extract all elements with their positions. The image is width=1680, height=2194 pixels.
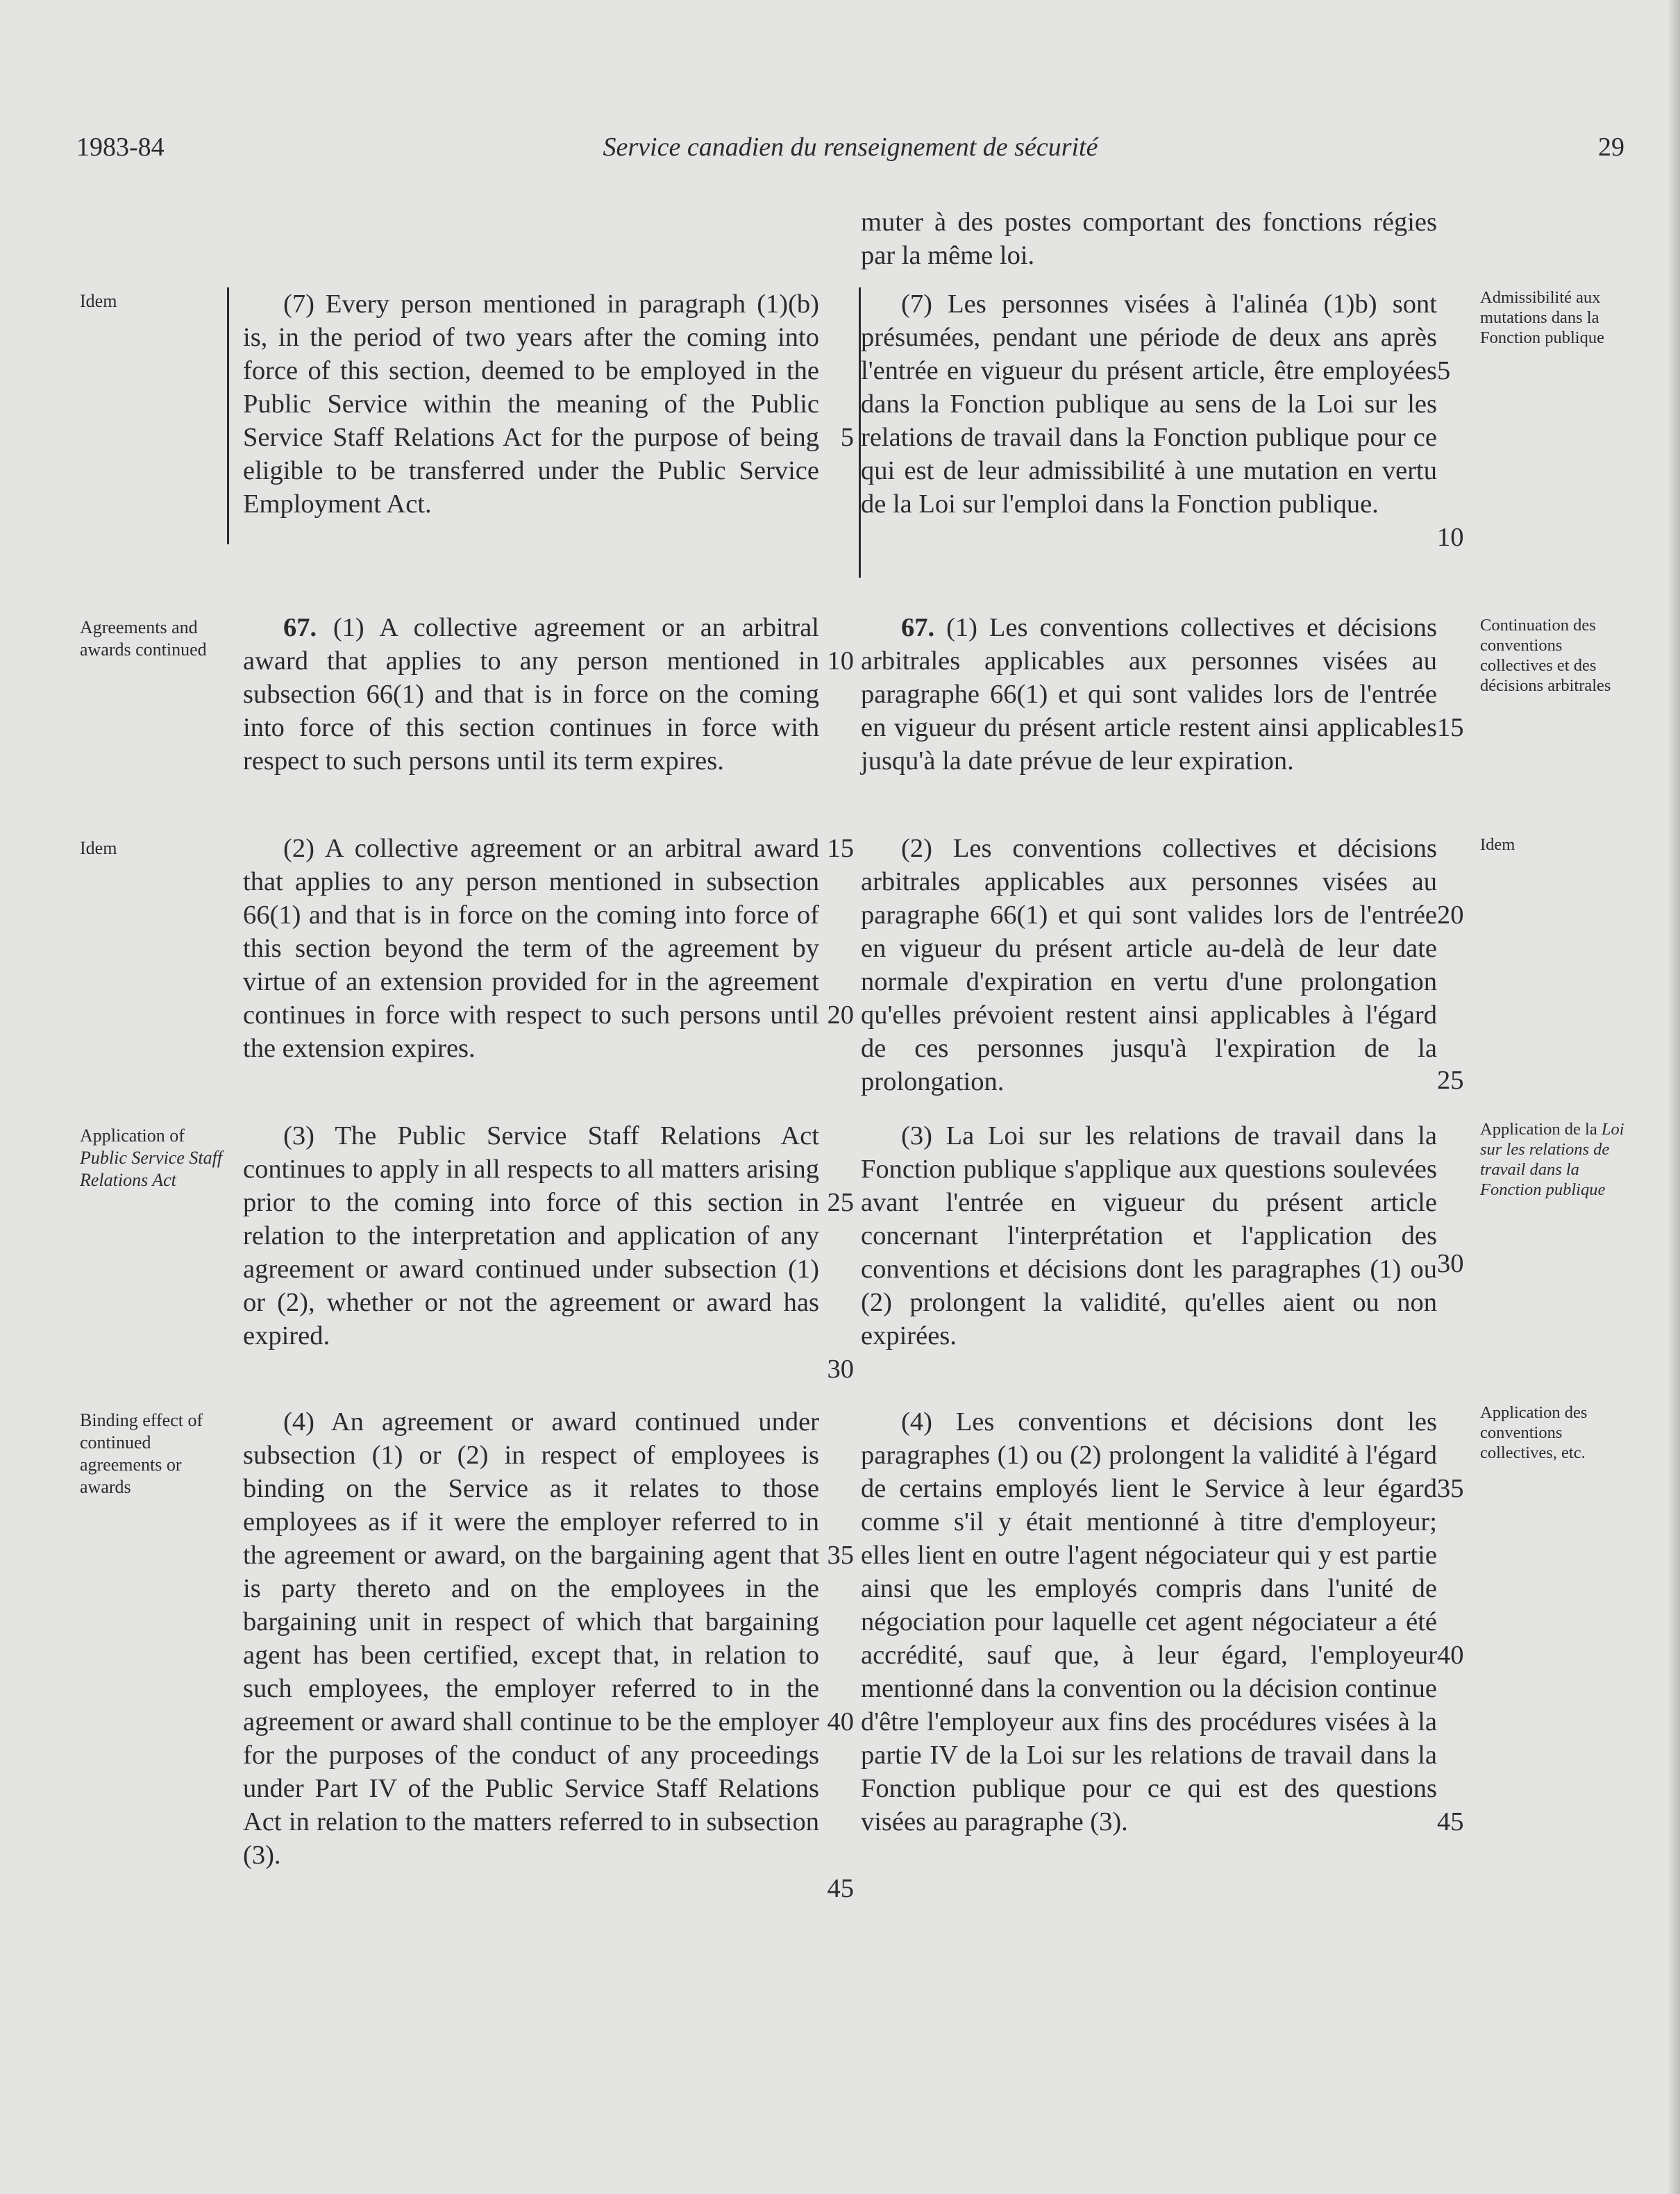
line-number: 20: [1437, 901, 1464, 930]
en-subsection-67-3: (3) The Public Service Staff Relations Act continues to apply in all respects to all matters arising prior to the coming into force of this section in relation to the interpretation and application of any agreement or award continued under subsection (1) or (2), whether or not the agreement or award has expired.: [243, 1121, 819, 1350]
fr-intro: muter à des postes comportant des fonctions régies par la même loi.: [861, 208, 1437, 270]
line-number: 20: [827, 1000, 854, 1030]
line-number: 5: [1437, 356, 1451, 385]
page-number: 29: [1598, 133, 1624, 162]
line-number: 10: [827, 646, 854, 676]
fr-marginal-note: Application de la Loi sur les relations de travail dans la Fonction publique: [1480, 1120, 1624, 1199]
en-marginal-note: Application of Public Service Staff Relations Act: [80, 1125, 223, 1190]
line-number: 30: [1437, 1249, 1464, 1278]
en-subsection-66-7: (7) Every person mentioned in paragraph (1)(b) is, in the period of two years after the coming into force of this section, deemed to be employed in the Public Service within the meaning of the Public Service Staff Relations Act for the purpose of being eligible to be transferred under the Public Service Employment Act.: [243, 290, 819, 519]
fr-subsection-67-2: (2) Les conventions collectives et décisions arbitrales applicables aux personnes visées au paragraphe 66(1) et qui sont valides lors de l'entrée en vigueur du présent article au-delà de leur date normale d'expiration en vertu d'une prolongation qu'elles prévoient restent ainsi applicables à l'égard de ces personnes jusqu'à l'expiration de la prolongation.: [861, 834, 1437, 1096]
line-number: 30: [827, 1355, 854, 1384]
header-year: 1983-84: [76, 133, 165, 162]
line-number: 15: [1437, 713, 1464, 742]
header-title: Service canadien du renseignement de sécurité: [603, 133, 1098, 162]
line-number: 40: [827, 1707, 854, 1736]
fr-subsection-67-1: 67. (1) Les conventions collectives et décisions arbitrales applicables aux personnes visées au paragraphe 66(1) et qui sont valides lors de l'entrée en vigueur du présent article restent ainsi applicables jusqu'à la date prévue de leur expiration.: [861, 613, 1438, 776]
line-number: 10: [1437, 523, 1464, 552]
en-subsection-67-4: (4) An agreement or award continued under subsection (1) or (2) in respect of employees is binding on the Service as it relates to those employees as if it were the employer referred to in the agreement or award, on the bargaining agent that is party thereto and on the employees in the bargaining unit in respect of which that bargaining agent has been certified, except that, in relation to such employees, the employer referred to in the agreement or award shall continue to be the employer for the purposes of the conduct of any proceedings under Part IV of the Public Service Staff Relations Act in relation to the matters referred to in subsection (3).: [243, 1407, 819, 1870]
en-subsection-67-1: 67. (1) A collective agreement or an arbitral award that applies to any person mentioned in subsection 66(1) and that is in force on the coming into force of this section continues in force with respect to such persons until its term expires.: [243, 613, 820, 776]
line-number: 45: [1437, 1807, 1464, 1836]
fr-marginal-note: Idem: [1480, 835, 1515, 854]
line-number: 45: [827, 1874, 854, 1903]
fr-subsection-67-3: (3) La Loi sur les relations de travail dans la Fonction publique s'applique aux questions soulevées avant l'entrée en vigueur du présent article concernant l'interprétation et l'application des conventions et décisions dont les paragraphes (1) ou (2) prolongent la validité, qu'elles aient ou non expirées.: [861, 1121, 1437, 1350]
en-marginal-note: Idem: [80, 291, 117, 311]
margin-rule-en: [227, 287, 229, 544]
fr-marginal-note: Admissibilité aux mutations dans la Fonction publique: [1480, 288, 1604, 347]
en-marginal-note: Idem: [80, 838, 117, 858]
page-edge-shadow: [1668, 0, 1680, 2194]
en-subsection-67-2: (2) A collective agreement or an arbitral award that applies to any person mentioned in subsection 66(1) and that is in force on the coming into force of this section beyond the term of the agreement by virtue of an extension provided for in the agreement continues in force with respect to such persons until the extension expires.: [243, 834, 819, 1063]
page-header: [76, 132, 1624, 174]
section-number: 67.: [283, 613, 317, 642]
line-number: 5: [840, 423, 854, 452]
section-number: 67.: [901, 613, 935, 642]
line-number: 40: [1437, 1641, 1464, 1670]
line-number: 25: [1437, 1066, 1464, 1095]
en-marginal-note: Agreements and awards continued: [80, 617, 207, 660]
line-number: 25: [827, 1188, 854, 1217]
fr-subsection-66-7: (7) Les personnes visées à l'alinéa (1)b) sont présumées, pendant une période de deux ans après l'entrée en vigueur du présent article, être employées dans la Fonction publique au sens de la Loi sur les relations de travail dans la Fonction publique pour ce qui est de leur admissibilité à une mutation en vertu de la Loi sur l'emploi dans la Fonction publique.: [861, 290, 1437, 519]
line-number: 15: [827, 834, 854, 863]
fr-marginal-note: Application des conventions collectives, etc.: [1480, 1403, 1588, 1462]
line-number: 35: [1437, 1474, 1464, 1503]
fr-marginal-note: Continuation des conventions collectives et des décisions arbitrales: [1480, 616, 1611, 695]
en-marginal-note: Binding effect of continued agreements or awards: [80, 1410, 203, 1497]
line-number: 35: [827, 1541, 854, 1570]
fr-subsection-67-4: (4) Les conventions et décisions dont les paragraphes (1) ou (2) prolongent la validité à l'égard de certains employés lient le Service à leur égard comme s'il y était mentionné à titre d'employeur; elles lient en outre l'agent négociateur qui y est partie ainsi que les employés compris dans l'unité de négociation pour laquelle cet agent négociateur a été accrédité, sauf que, à leur égard, l'employeur mentionné dans la convention ou la décision continue d'être l'employeur aux fins des procédures visées à la partie IV de la Loi sur les relations de travail dans la Fonction publique pour ce qui est des questions visées au paragraphe (3).: [861, 1407, 1437, 1836]
